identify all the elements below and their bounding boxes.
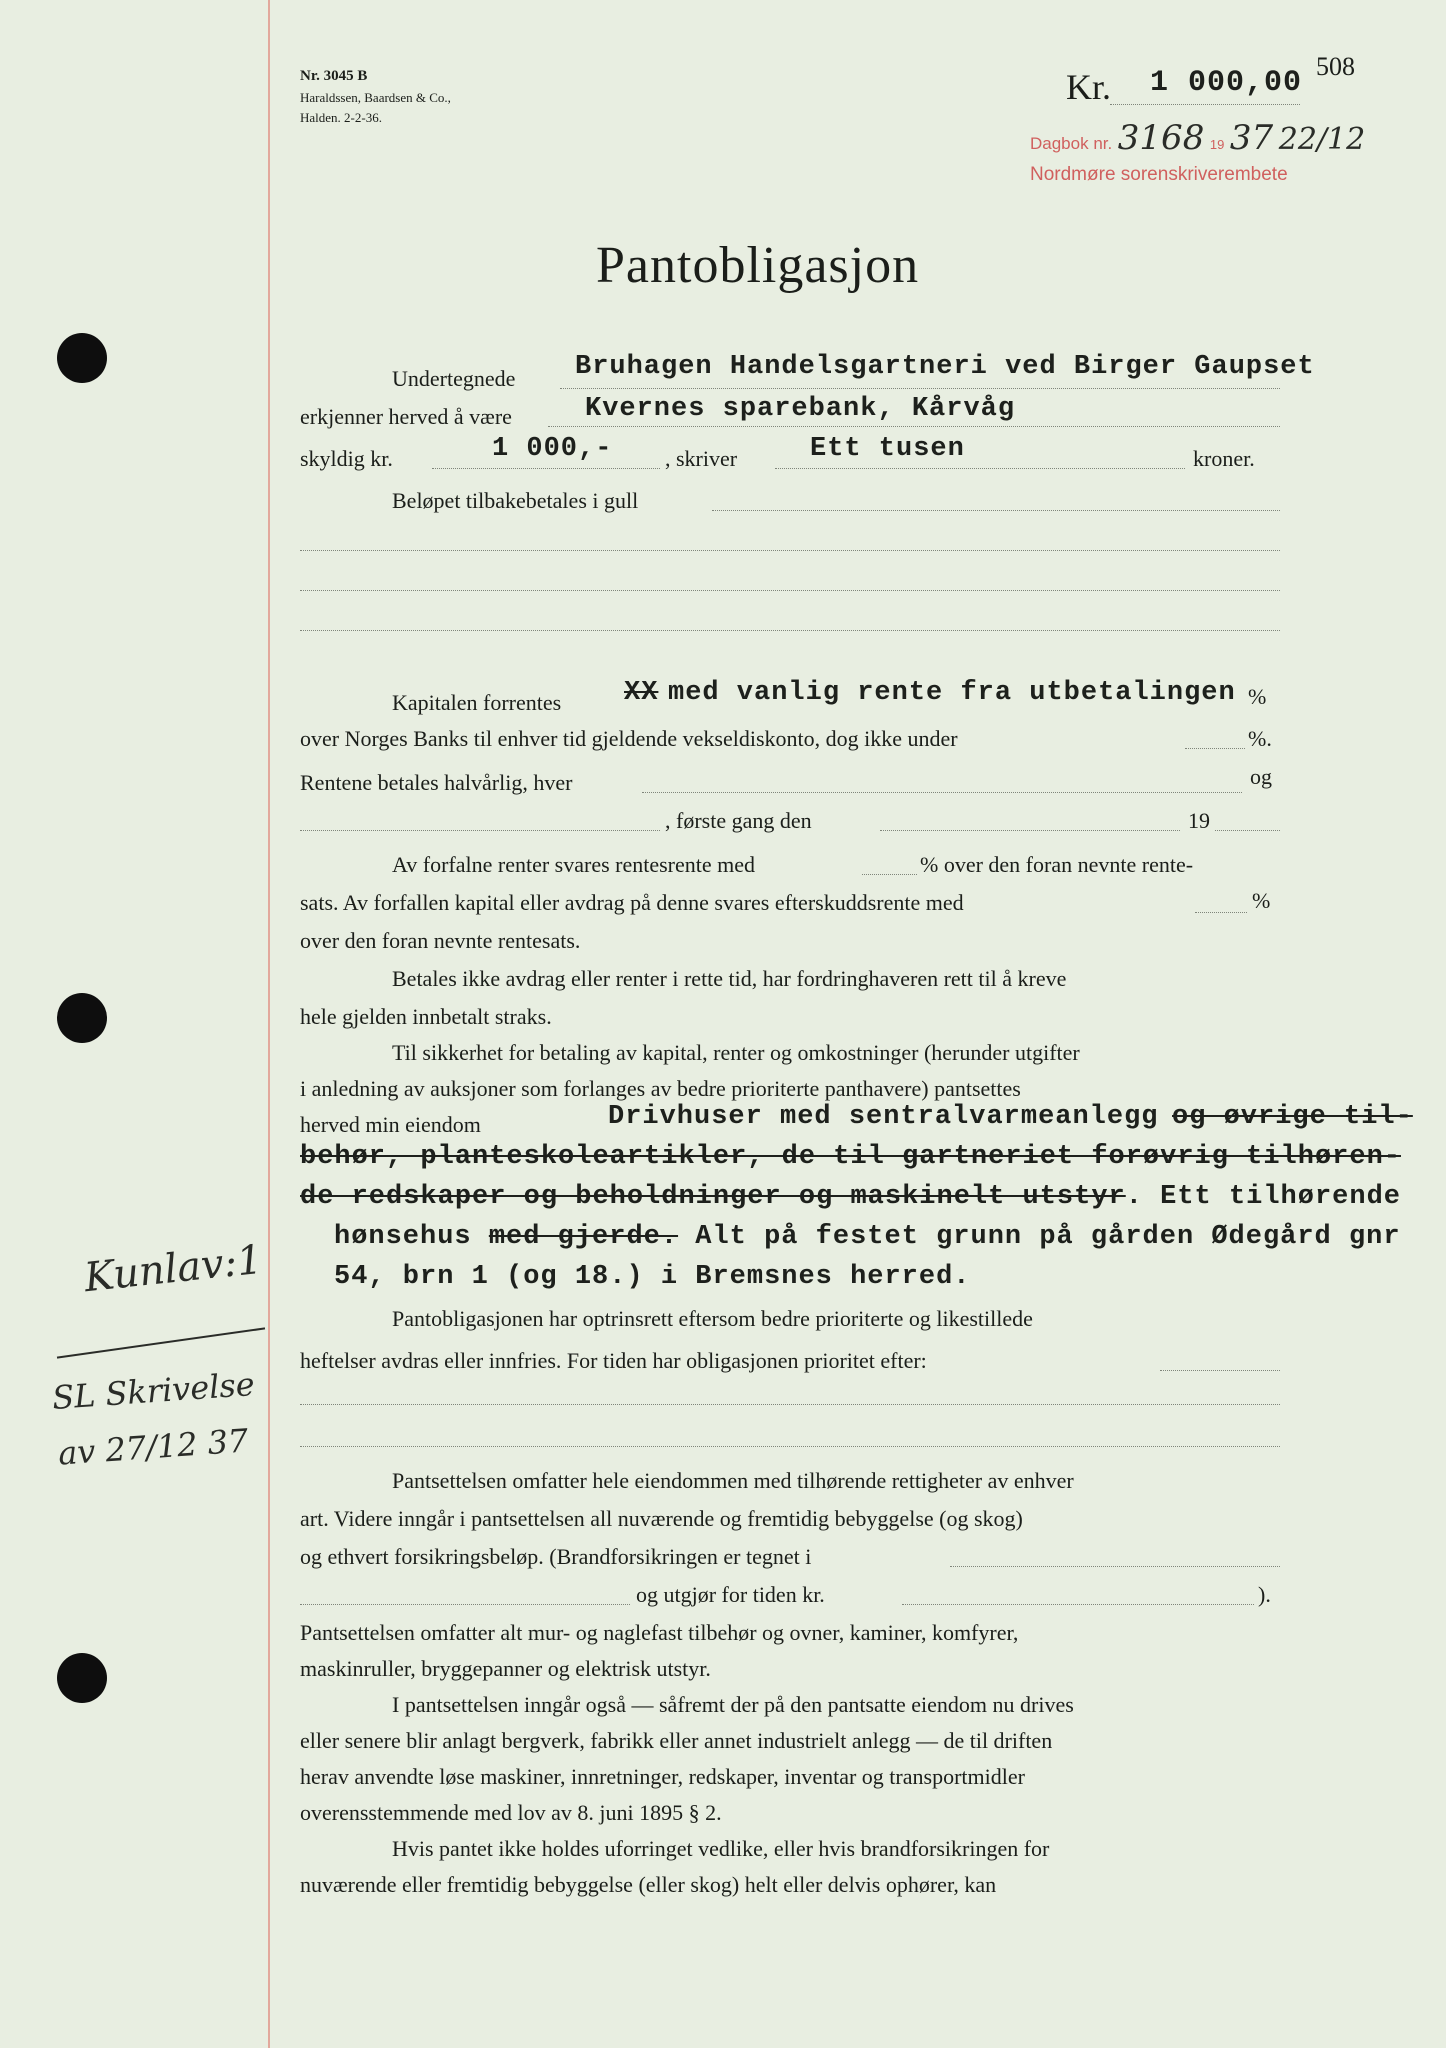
stamp-year-label: 19 [1209,137,1225,152]
interest-line2-unit: %. [1248,726,1272,751]
security-struck-4: med gjerde. [488,1222,679,1252]
security-line6-rest: Alt på festet grunn på gården Ødegård gnr [695,1222,1401,1252]
blank-dots [300,550,1280,551]
creditor-dots [548,426,1280,427]
industry-line1: I pantsettelsen inngår også — såfremt der på den pantsatte eiendom nu drives [392,1692,1074,1717]
stamp-date: 22/12 [1278,122,1366,157]
margin-note-letter-line2: av 27/12 37 [56,1421,250,1473]
blank-dots [300,630,1280,631]
interest-dots [300,830,660,831]
scope-dots [300,1604,630,1605]
publisher: Haraldssen, Baardsen & Co., [300,90,451,105]
amount-value: 1 000,00 [1150,66,1303,100]
amount-dots [1110,104,1300,105]
scope-line5: Pantsettelsen omfatter alt mur- og naglefast tilbehør og ovner, kaminer, komfyrer, [300,1620,1019,1645]
page-number: 508 [1316,52,1355,81]
interest-year: 19 [1188,808,1210,833]
margin-note-underline [57,1327,265,1358]
maintenance-line2: nuværende eller fremtidig bebyggelse (eller skog) helt eller delvis ophører, kan [300,1872,997,1897]
interest-label: Kapitalen forrentes [392,690,562,715]
sum-amount: 1 000,- [492,434,613,464]
sum-words-dots [775,468,1185,469]
security-struck-1: og øvrige til- [1172,1102,1413,1132]
sum-words: Ett tusen [810,434,965,464]
interest-dots [642,792,1242,793]
scope-line4-end: ). [1258,1582,1271,1607]
scope-line3: og ethvert forsikringsbeløp. (Brandforsikringen er tegnet i [300,1544,812,1569]
creditor-value: Kvernes sparebank, Kårvåg [585,394,1016,424]
interest-line4: , første gang den [665,808,812,833]
sum-label-end: kroner. [1193,446,1255,471]
punch-hole [57,1653,107,1703]
security-struck-3: de redskaper og beholdninger og maskinelt utstyr [300,1182,1126,1212]
default-line2: hele gjelden innbetalt straks. [300,1004,552,1029]
stamp-year: 37 [1229,118,1274,158]
interest-dots [1215,830,1280,831]
security-line5-value: . Ett tilhørende [1125,1182,1401,1212]
sum-amount-dots [432,468,660,469]
security-line6 [334,1222,1401,1252]
penalty-line2-end: % [1252,888,1271,913]
punch-hole [57,993,107,1043]
margin-note-kunlav: Kunlav:1 [82,1236,265,1302]
penalty-line1: Av forfalne renter svares rentesrente med [392,852,756,877]
priority-dots [300,1404,1280,1405]
sum-label-start: skyldig kr. [300,446,393,471]
security-line7: 54, brn 1 (og 18.) i Bremsnes herred. [334,1262,971,1292]
stamp-diary-number: 3168 [1117,118,1205,158]
scope-line4: og utgjør for tiden kr. [636,1582,825,1607]
security-line1: Til sikkerhet for betaling av kapital, renter og omkostninger (herunder utgifter [392,1040,1080,1065]
penalty-line2: sats. Av forfallen kapital eller avdrag på denne svares efterskuddsrente med [300,890,964,915]
debtor-dots [560,388,1280,389]
scope-line6: maskinruller, bryggepanner og elektrisk utstyr. [300,1656,711,1681]
form-number: Nr. 3045 B [300,68,368,84]
margin-rule [268,0,270,2048]
security-line6-value: hønsehus [334,1222,472,1252]
interest-unit: % [1248,684,1267,709]
interest-min-dots [1185,748,1245,749]
interest-line3: Rentene betales halvårlig, hver [300,770,573,795]
security-property: Drivhuser med sentralvarmeanlegg [608,1102,1159,1132]
industry-line3: herav anvendte løse maskiner, innretninger, redskaper, inventar og transportmidler [300,1764,1025,1789]
security-struck-2: behør, planteskoleartikler, de til gartneriet forøvrig tilhøren- [300,1142,1401,1172]
scope-line1: Pantsettelsen omfatter hele eiendommen med tilhørende rettigheter av enhver [392,1468,1074,1493]
sum-label-words: , skriver [665,446,738,471]
default-line1: Betales ikke avdrag eller renter i rette tid, har fordringhaveren rett til å kreve [392,966,1067,991]
diary-stamp-line1 [1030,118,1365,158]
debtor-label: Undertegnede [392,366,516,391]
diary-stamp-line2: Nordmøre sorenskriverembete [1030,164,1288,185]
creditor-label: erkjenner herved å være [300,404,512,429]
priority-line2: heftelser avdras eller innfries. For tiden har obligasjonen prioritet efter: [300,1348,927,1373]
margin-note-letter-line1: SL Skrivelse [50,1364,256,1418]
debtor-value: Bruhagen Handelsgartneri ved Birger Gaupset [575,352,1315,382]
priority-dots [1160,1370,1280,1371]
interest-line3-end: og [1250,764,1272,789]
penalty-dots [862,874,917,875]
security-line2: i anledning av auksjoner som forlanges av bedre prioriterte panthavere) pantsettes [300,1076,1021,1101]
interest-struck: XX [624,678,659,708]
scope-dots [902,1604,1254,1605]
scope-line2: art. Videre inngår i pantsettelsen all nuværende og fremtidig bebyggelse (og skog) [300,1506,1023,1531]
interest-value: med vanlig rente fra utbetalingen [668,678,1236,708]
security-line3-label: herved min eiendom [300,1112,481,1137]
repayment-dots [712,510,1280,511]
industry-line4: overensstemmende med lov av 8. juni 1895 § 2. [300,1800,722,1825]
industry-line2: eller senere blir anlagt bergverk, fabrikk eller annet industrielt anlegg — de til driften [300,1728,1053,1753]
publisher-place-date: Halden. 2-2-36. [300,110,382,125]
document-title: Pantobligasjon [596,237,920,294]
interest-dots [880,830,1180,831]
scope-dots [950,1566,1280,1567]
blank-dots [300,590,1280,591]
priority-line1: Pantobligasjonen har optrinsrett eftersom bedre prioriterte og likestillede [392,1306,1033,1331]
priority-dots [300,1446,1280,1447]
punch-hole [57,333,107,383]
penalty-dots [1195,912,1247,913]
penalty-line1-end: % over den foran nevnte rente- [920,852,1194,877]
stamp-label: Dagbok nr. [1030,134,1113,153]
security-line5 [300,1182,1401,1212]
amount-label: Kr. [1066,67,1111,107]
maintenance-line1: Hvis pantet ikke holdes uforringet vedlike, eller hvis brandforsikringen for [392,1836,1050,1861]
repayment-label: Beløpet tilbakebetales i gull [392,488,639,513]
penalty-line3: over den foran nevnte rentesats. [300,928,581,953]
interest-line2: over Norges Banks til enhver tid gjeldende vekseldiskonto, dog ikke under [300,726,958,751]
